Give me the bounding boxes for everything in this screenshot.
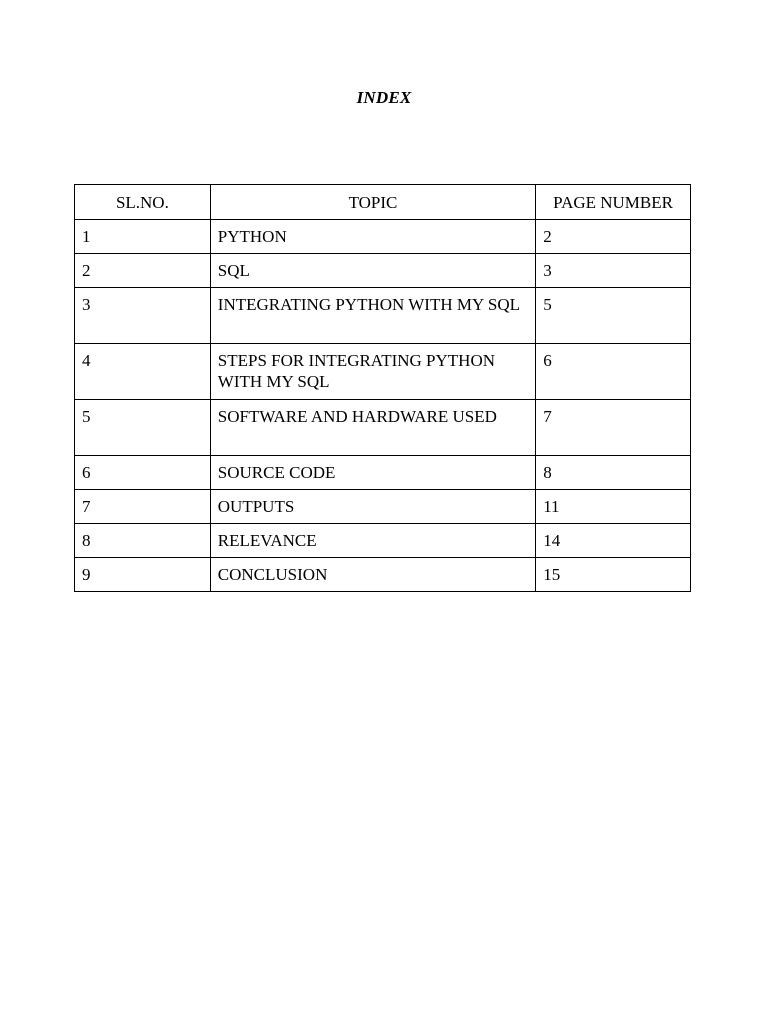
table-row [75,456,691,490]
table-row [75,344,691,400]
page-number-cell: 6 [536,344,691,400]
table-row [75,524,691,558]
topic-cell: RELEVANCE [210,524,535,558]
column-header-sl-no: SL.NO. [75,185,211,220]
page-number-cell: 11 [536,490,691,524]
column-header-page-number: PAGE NUMBER [536,185,691,220]
table-row [75,288,691,344]
column-header-topic: TOPIC [210,185,535,220]
page-title: INDEX [356,88,412,107]
topic-cell: STEPS FOR INTEGRATING PYTHON WITH MY SQL [210,344,535,400]
topic-cell: OUTPUTS [210,490,535,524]
page-number-cell: 2 [536,220,691,254]
sl-no-cell: 9 [75,558,211,592]
table-row [75,254,691,288]
sl-no-cell: 8 [75,524,211,558]
sl-no-cell: 1 [75,220,211,254]
sl-no-cell: 3 [75,288,211,344]
topic-cell: INTEGRATING PYTHON WITH MY SQL [210,288,535,344]
page-number-cell: 3 [536,254,691,288]
table-row [75,490,691,524]
table-row [75,400,691,456]
page-number-cell: 7 [536,400,691,456]
topic-cell: SOFTWARE AND HARDWARE USED [210,400,535,456]
table-header-row [75,185,691,220]
page-number-cell: 8 [536,456,691,490]
topic-cell: SOURCE CODE [210,456,535,490]
page-number-cell: 5 [536,288,691,344]
index-table [74,184,691,592]
sl-no-cell: 2 [75,254,211,288]
table-row [75,220,691,254]
topic-cell: CONCLUSION [210,558,535,592]
topic-cell: PYTHON [210,220,535,254]
page-number-cell: 14 [536,524,691,558]
sl-no-cell: 5 [75,400,211,456]
sl-no-cell: 4 [75,344,211,400]
page-number-cell: 15 [536,558,691,592]
topic-cell: SQL [210,254,535,288]
sl-no-cell: 7 [75,490,211,524]
sl-no-cell: 6 [75,456,211,490]
table-row [75,558,691,592]
